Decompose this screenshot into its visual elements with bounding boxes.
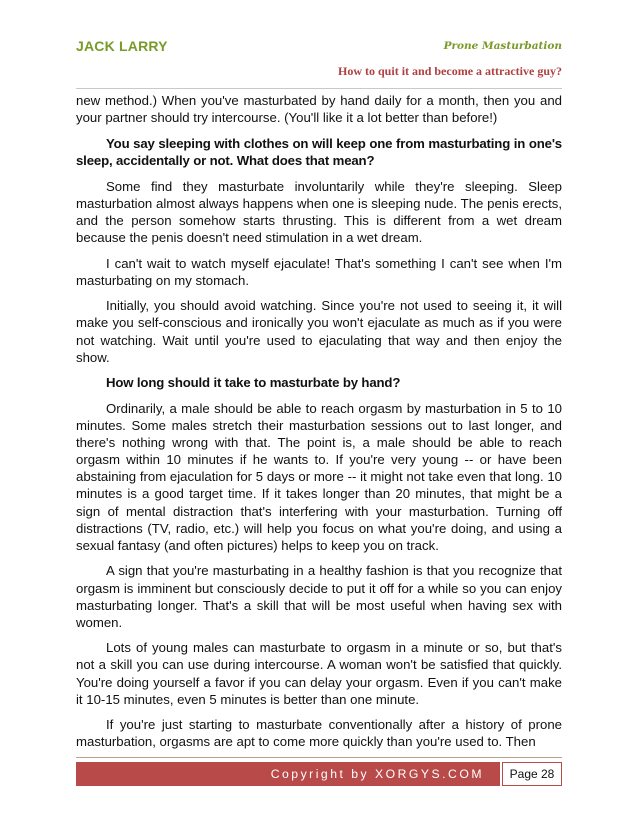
paragraph-healthy-sign: A sign that you're masturbating in a healthy fashion is that you recognize that orgasm is imminent but consciously decide to put it off for a while so you can enjoy masturbating longer. That's a skill that will be most useful when having sex with women. [76, 563, 562, 630]
paragraph-continuation: new method.) When you've masturbated by hand daily for a month, then you and your partner should try intercourse. (You'll like it a lot better than before!) [76, 93, 562, 126]
page-header [76, 36, 562, 89]
copyright-text: Copyright by XORGYS.COM [270, 767, 484, 781]
book-subtitle: How to quit it and become a attractive guy? [338, 64, 562, 78]
series-title: Prone Masturbation [443, 40, 562, 52]
question-watch-ejaculate: I can't wait to watch myself ejaculate! That's something I can't see when I'm masturbating on my stomach. [76, 255, 562, 288]
question-how-long: How long should it take to masturbate by hand? [106, 375, 401, 391]
answer-sleep-masturbation: Some find they masturbate involuntarily while they're sleeping. Sleep masturbation almost always happens when one is sleeping nude. The penis erects, and the person somehow starts thrusting. This is different from a wet dream because the penis doesn't need stimulation in a wet dream. [76, 178, 562, 245]
page-footer [76, 757, 562, 790]
author-name: JACK LARRY [76, 38, 168, 54]
question-sleeping-clothes: You say sleeping with clothes on will keep one from masturbating in one's sleep, accidentally or not. What does that mean? [76, 135, 562, 168]
page-number: Page 28 [502, 762, 562, 786]
answer-avoid-watching: Initially, you should avoid watching. Since you're not used to seeing it, it will make you self-conscious and ironically you won't ejaculate as much as if you were not watching. Wait until you're used to ejaculating that way and then enjoy the show. [76, 298, 562, 365]
paragraph-starting-conventionally: If you're just starting to masturbate conventionally after a history of prone masturbation, orgasms are apt to come more quickly than you're used to. Then [76, 717, 562, 750]
answer-how-long: Ordinarily, a male should be able to reach orgasm by masturbation in 5 to 10 minutes. Some males stretch their masturbation sessions out to last longer, and there's nothing wrong with that. The point is, a male should be able to reach orgasm within 10 minutes if he wants to. If you're very young -- or have been abstaining from ejaculation for 5 days or more -- it might not take even that long. 10 minutes is a good target time. If it takes longer than 20 minutes, that might be a sign of mental distraction that's interfering with your masturbation. Turning off distractions (TV, radio, etc.) will help you focus on what you're doing, and using a sexual fantasy (and often pictures) helps to keep you on track. [76, 400, 562, 553]
copyright-bar [76, 762, 500, 786]
paragraph-young-males: Lots of young males can masturbate to orgasm in a minute or so, but that's not a skill you can use during intercourse. A woman won't be satisfied that quickly. You're doing yourself a favor if you can delay your orgasm. Even if you can't make it 10-15 minutes, even 5 minutes is better than one minute. [76, 640, 562, 707]
body-text [76, 92, 562, 759]
